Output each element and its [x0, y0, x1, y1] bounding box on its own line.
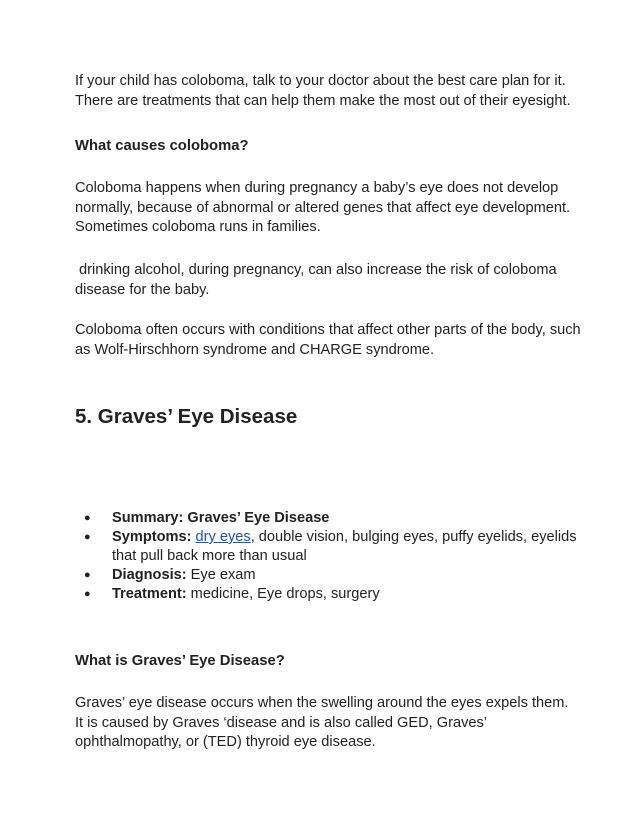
bullet-icon: ● [84, 588, 91, 600]
causes-paragraph-1 [75, 179, 575, 238]
intro-line: There are treatments that can help them make the most out of their eyesight. [75, 92, 571, 109]
diagnosis-label: Diagnosis: [112, 567, 187, 583]
list-item-treatment [75, 585, 575, 604]
summary-label: Summary: Graves’ Eye Disease [112, 510, 330, 526]
intro-line: If your child has coloboma, talk to your doctor about the best care plan for it. [75, 73, 566, 89]
what-is-paragraph [75, 694, 575, 753]
bullet-icon: ● [84, 569, 91, 581]
paragraph-line: Sometimes coloboma runs in families. [75, 219, 321, 235]
paragraph-line: It is caused by Graves ‘disease and is also called GED, Graves’ [75, 714, 488, 731]
paragraph-line: disease for the baby. [75, 281, 210, 298]
bullet-icon: ● [84, 512, 91, 524]
list-item-diagnosis [75, 566, 575, 585]
list-item-symptoms [75, 528, 575, 566]
causes-paragraph-2 [75, 261, 575, 300]
symptoms-text-continued: that pull back more than usual [112, 548, 307, 564]
bullet-icon: ● [84, 531, 91, 543]
causes-heading: What causes coloboma? [75, 138, 249, 154]
paragraph-line: Coloboma happens when during pregnancy a baby’s eye does not develop [75, 180, 559, 196]
paragraph-line: as Wolf-Hirschhorn syndrome and CHARGE syndrome. [75, 341, 435, 358]
paragraph-line: Coloboma often occurs with conditions that affect other parts of the body, such [75, 322, 581, 338]
causes-paragraph-3 [75, 321, 581, 360]
symptoms-text: , double vision, bulging eyes, puffy eyelids, eyelids [250, 529, 577, 545]
diagnosis-value: Eye exam [186, 567, 256, 583]
list-item-summary [75, 509, 575, 528]
paragraph-line: normally, because of abnormal or altered genes that affect eye development. [75, 199, 571, 216]
treatment-label: Treatment: [112, 586, 187, 602]
paragraph-line: Graves’ eye disease occurs when the swelling around the eyes expels them. [75, 695, 569, 711]
paragraph-line: ophthalmopathy, or (TED) thyroid eye disease. [75, 734, 376, 750]
summary-list [75, 509, 575, 604]
dry-eyes-link[interactable]: dry eyes [195, 529, 251, 545]
section-title: 5. Graves’ Eye Disease [75, 405, 298, 428]
intro-paragraph [75, 72, 575, 111]
what-is-heading: What is Graves’ Eye Disease? [75, 653, 285, 669]
symptoms-label: Symptoms: [112, 529, 192, 545]
treatment-value: medicine, Eye drops, surgery [186, 586, 380, 602]
paragraph-line: drinking alcohol, during pregnancy, can also increase the risk of coloboma [75, 262, 557, 278]
